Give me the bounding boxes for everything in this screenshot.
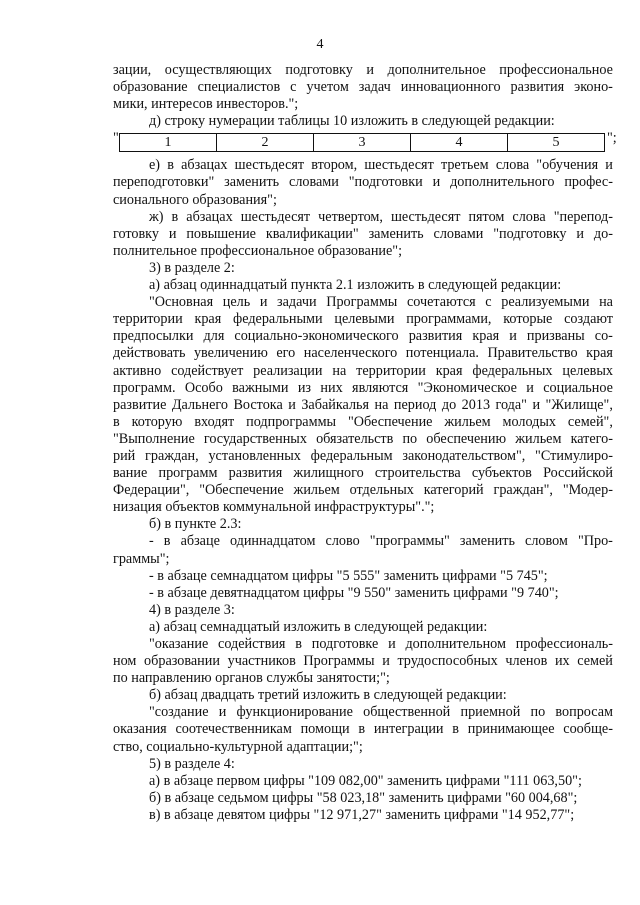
text-line: б) в пункте 2.3: [149,516,242,533]
text-line: по направлению органов службы занятости;"; [113,670,390,687]
text-line: оказания соотечественникам помощи в интеграции в принимающее сообще- [113,721,613,738]
text-line: территории края федеральными целевыми программами, которые создают [113,311,613,328]
numbering-table-line [113,130,617,154]
page-number: 4 [316,37,324,52]
text-line: в которую входят подпрограммы "Обеспечение жильем молодых семей", [113,413,613,430]
text-line: ство, социально-культурной адаптации;"; [113,738,363,755]
text-line: б) в абзаце седьмом цифры "58 023,18" заменить цифрами "60 004,68"; [149,789,578,806]
text-line: "Выполнение государственных обязательств по обеспечению жильем катего- [113,430,613,447]
table-cell: 3 [314,134,411,152]
text-line: "Основная цель и задачи Программы сочетаются с реализуемыми на [149,294,613,311]
text-line: зации, осуществляющих подготовку и дополнительное профессиональное [113,62,613,78]
text-line: 5) в разделе 4: [149,755,235,772]
text-line: а) в абзаце первом цифры "109 082,00" заменить цифрами "111 063,50"; [149,772,582,789]
text-line: сионального образования"; [113,191,277,208]
text-line: "оказание содействия в подготовке и дополнительном профессиональ- [149,636,613,652]
text-line: рий граждан, установленных федеральным законодательством", "Стимулиро- [113,447,613,464]
table-cell: 5 [508,134,605,152]
text-line: д) строку нумерации таблицы 10 изложить в следующей редакции: [149,113,555,130]
text-line: действовать увеличению его населенческого потенциала. Правительство края [113,345,613,362]
text-line: - в абзаце девятнадцатом цифры "9 550" заменить цифрами "9 740"; [149,584,559,601]
text-line: 4) в разделе 3: [149,601,235,618]
text-line: полнительное профессиональное образование"; [113,242,403,259]
text-line: а) абзац семнадцатый изложить в следующей редакции: [149,618,488,635]
text-line: - в абзаце одиннадцатом слово "программы" заменить словом "Про- [149,533,613,550]
text-line: в) в абзаце девятом цифры "12 971,27" заменить цифрами "14 952,77"; [149,806,575,823]
table-close-quote: "; [607,130,617,147]
text-line: ж) в абзацах шестьдесят четвертом, шестьдесят пятом слова "перепод- [149,208,613,225]
numbering-table [119,133,605,152]
text-line: ном образовании участников Программы и трудоспособных членов их семей [113,653,613,670]
text-line: 3) в разделе 2: [149,259,235,276]
table-cell: 2 [217,134,314,152]
text-line: готовку и повышение квалификации" заменить словами "подготовку и до- [113,225,613,242]
text-line: - в абзаце семнадцатом цифры "5 555" заменить цифрами "5 745"; [149,567,548,584]
text-line: мики, интересов инвесторов."; [113,96,299,113]
text-line: переподготовки" заменить словами "подготовки и дополнительного профес- [113,174,613,191]
text-line: предпосылки для социально-экономического развития края и призваны со- [113,328,613,345]
text-line: б) абзац двадцать третий изложить в следующей редакции: [149,687,507,704]
text-line: вание программ развития жилищного строительства субъектов Российской [113,465,613,482]
paragraphs-after-table [113,157,613,824]
text-line: граммы"; [113,550,170,567]
table-cell: 4 [411,134,508,152]
text-line: программ. Особо важными из них являются "Экономическое и социальное [113,379,613,396]
text-line: образование специалистов с учетом задач инновационного развития эконо- [113,79,613,96]
text-line: е) в абзацах шестьдесят втором, шестьдесят третьем слова "обучения и [149,157,613,174]
text-line: Федерации", "Обеспечение жильем отдельных категорий граждан", "Модер- [113,482,613,499]
text-line: развитие Дальнего Востока и Забайкалья на период до 2013 года" и "Жилище", [113,396,613,413]
text-line: "создание и функционирование общественной приемной по вопросам [149,704,613,721]
text-line: низация объектов коммунальной инфраструктуры"."; [113,499,435,516]
table-cell: 1 [120,134,217,152]
document-body [113,62,617,824]
table-open-quote: " [113,130,119,147]
paragraphs-before-table [113,62,613,130]
text-line: активно содействует реализации на территории края федеральных целевых [113,362,613,379]
text-line: а) абзац одиннадцатый пункта 2.1 изложить в следующей редакции: [149,277,562,294]
